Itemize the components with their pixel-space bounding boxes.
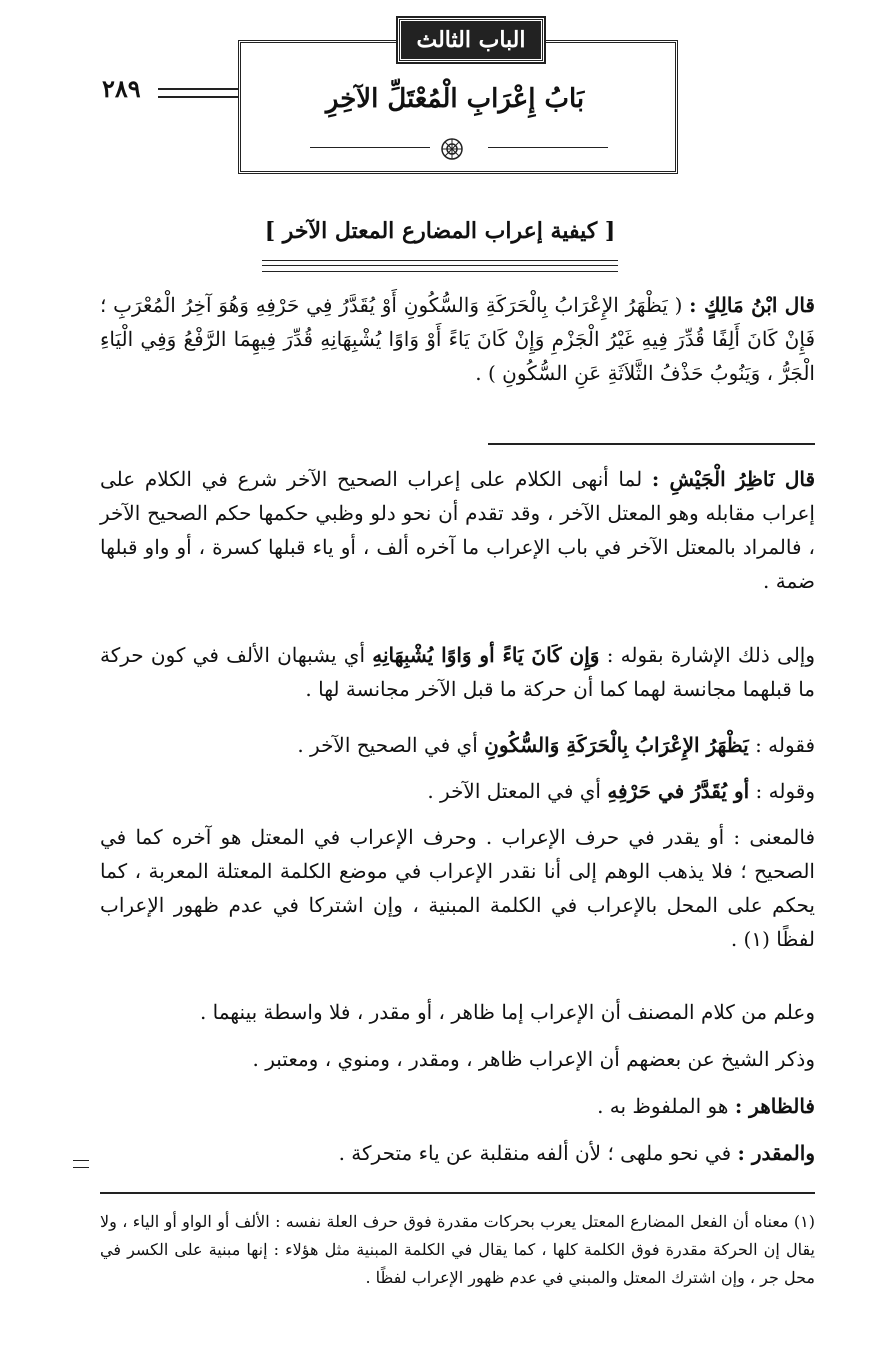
term-muqaddar: والمقدر : — [737, 1141, 815, 1165]
sharh-text-4a: وقوله : — [755, 779, 815, 803]
sharh-text-5: فالمعنى : أو يقدر في حرف الإعراب . وحرف الإعراب في المعتل هو آخره كما في الصحيح ؛ فلا يذهب الوهم إلى أنا نقدر الإعراب في موضع الكلمة المعتلة المعربة ، كما يحكم على المحل بالإعراب في الكلمة المبنية ، وإن اشتركا في عدم ظهور الإعراب لفظًا (١) . — [100, 825, 815, 951]
sharh-text-4b: أي في المعتل الآخر . — [427, 779, 601, 803]
sharh-paragraph-3 — [100, 728, 815, 762]
sharh-text-8: هو الملفوظ به . — [597, 1094, 729, 1118]
ornament-rule-left — [310, 147, 430, 148]
sharh-paragraph-8 — [100, 1089, 815, 1123]
sharh-speaker: قال نَاظِرُ الْجَيْشِ : — [651, 467, 816, 491]
sharh-text-2b: أي يشبهان الألف في كون حركة ما قبلهما مجانسة لهما كما أن حركة ما قبل الآخر مجانسة لها . — [100, 643, 815, 701]
sharh-paragraph-7 — [100, 1042, 815, 1076]
chapter-title: بَابُ إِعْرَابِ الْمُعْتَلِّ الآخِرِ — [325, 84, 585, 114]
sharh-quote-4: أو يُقَدَّرُ في حَرْفِهِ — [607, 779, 750, 803]
page-number-rule — [158, 88, 238, 98]
matn-text: ( يَظْهَرُ الإِعْرَابُ بِالْحَرَكَةِ وَالسُّكُونِ أَوْ يُقَدَّرُ فِي حَرْفِهِ وَهُوَ آخِرُ الْمُعْرَبِ ؛ فَإِنْ كَانَ أَلِفًا قُدِّرَ فِيهِ غَيْرُ الْجَزْمِ وَإِنْ كَانَ يَاءً أَوْ وَاوًا يُشْبِهَانِهِ قُدِّرَ فِيهِمَا الرَّفْعُ وَفِي الْيَاءِ الْجَرُّ ، وَيَنُوبُ حَذْفُ الثَّلاَثَةِ عَنِ السُّكُونِ ) . — [100, 293, 815, 385]
sharh-text-1: لما أنهى الكلام على إعراب الصحيح الآخر شرع في الكلام على إعراب مقابله وهو المعتل الآخر ، وقد تقدم أن نحو دلو وظبي حكمها حكم الصحيح الآخر ، فالمراد بالمعتل الآخر في باب الإعراب ما آخره ألف ، أو ياء قبلها كسرة ، أو واو قبلها ضمة . — [100, 467, 815, 593]
sharh-paragraph-2 — [100, 638, 815, 706]
sharh-quote-3: يَظْهَرُ الإِعْرَابُ بِالْحَرَكَةِ وَالسُّكُونِ — [484, 733, 749, 757]
sharh-quote-2: وَإِن كَانَ يَاءً أو وَاوًا يُشْبِهَانِهِ — [372, 643, 600, 667]
sharh-text-2a: وإلى ذلك الإشارة بقوله : — [606, 643, 816, 667]
sharh-paragraph-5 — [100, 820, 815, 956]
rosette-ornament-icon — [440, 137, 464, 161]
footnote-separator — [100, 1192, 815, 1194]
sharh-text-6: وعلم من كلام المصنف أن الإعراب إما ظاهر ، أو مقدر ، فلا واسطة بينهما . — [199, 1000, 815, 1024]
chapter-label: الباب الثالث — [398, 18, 544, 62]
page-number: ٢٨٩ — [102, 74, 141, 103]
sharh-paragraph-1 — [100, 462, 815, 598]
margin-mark — [73, 1160, 89, 1168]
ornament-rule-right — [488, 147, 608, 148]
matn-block — [100, 288, 815, 390]
footnote: (١) معناه أن الفعل المضارع المعتل يعرب بحركات مقدرة فوق حرف العلة نفسه : الألف أو الواو أو الياء ، ولا يقال إن الحركة مقدرة فوق الكلمة كلها ، كما يقال في الكلمة المبنية مثل هؤلاء : إنها مبنية على الكسر في محل جر ، وإن اشترك المعتل والمبني في عدم ظهور الإعراب لفظًا . — [100, 1212, 816, 1287]
sharh-text-7: وذكر الشيخ عن بعضهم أن الإعراب ظاهر ، ومقدر ، ومنوي ، ومعتبر . — [252, 1047, 815, 1071]
sharh-text-3b: أي في الصحيح الآخر . — [297, 733, 478, 757]
sharh-paragraph-6 — [100, 995, 815, 1029]
sharh-paragraph-4 — [100, 774, 815, 808]
section-heading: [ كيفية إعراب المضارع المعتل الآخر ] — [264, 218, 616, 244]
sharh-text-9: في نحو ملهى ؛ لأن ألفه منقلبة عن ياء متحركة . — [338, 1141, 732, 1165]
matn-separator — [488, 443, 815, 445]
sharh-text-3a: فقوله : — [755, 733, 815, 757]
sharh-paragraph-9 — [100, 1136, 815, 1170]
section-heading-rule — [262, 260, 618, 272]
term-zahir: فالظاهر : — [734, 1094, 815, 1118]
matn-speaker: قال ابْنُ مَالِكٍ : — [689, 293, 815, 317]
